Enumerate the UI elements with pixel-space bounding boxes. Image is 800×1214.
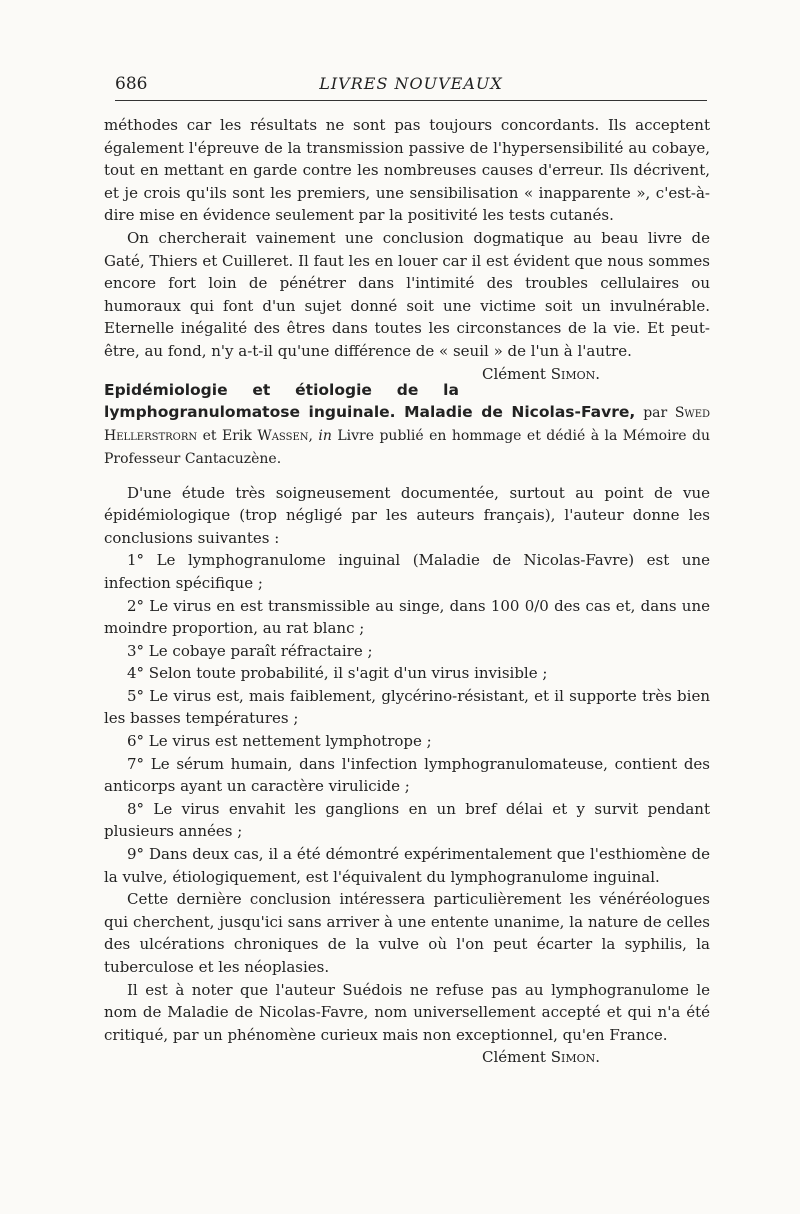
author1-last: Hellerstrorn	[104, 427, 198, 444]
review1-paragraph2	[104, 227, 710, 383]
review2-paragraph-b	[104, 979, 710, 1067]
byline-et: et	[202, 427, 217, 444]
review2-heading	[104, 379, 710, 470]
conclusion-item: 8° Le virus envahit les ganglions en un bref délai et y survit pendant plusieurs années ;	[104, 799, 710, 841]
author2-last: Wassen,	[257, 427, 313, 444]
byline-par: par	[643, 404, 668, 421]
author2-first: Erik	[221, 427, 252, 444]
conclusion-item: 3° Le cobaye paraît réfractaire ;	[127, 641, 373, 660]
conclusion-item: 5° Le virus est, mais faiblement, glycérino-résistant, et il supporte très bien les basses températures ;	[104, 686, 710, 728]
conclusion-item: 1° Le lymphogranulome inguinal (Maladie de Nicolas-Favre) est une infection spécifique ;	[104, 551, 710, 592]
author1-first: Swed	[674, 404, 711, 421]
page-number: 686	[115, 74, 148, 94]
review1-paragraph1: méthodes car les résultats ne sont pas toujours concordants. Ils acceptent également l'épreuve de la transmission passive de l'hypersensibilité au cobaye, tout en mettant en garde contre les nombreuses causes d'erreur. Ils décrivent, et je crois qu'ils sont les premiers, une sensibilisation « inapparente », c'est-à-dire mise en évidence seulement par la positivité les tests cutanés.	[104, 116, 710, 225]
signature-first: Clément	[481, 1048, 546, 1067]
review2-paragraph-b-text: Il est à noter que l'auteur Suédois ne refuse pas au lymphogranulome le nom de Maladie de Nicolas-Favre, nom universellement accepté et qui n'a été critiqué, par un phénomène curieux mais non exceptionnel, qu'en France.	[104, 980, 710, 1044]
review2-intro: D'une étude très soigneusement documentée, surtout au point de vue épidémiologique (trop négligé par les auteurs français), l'auteur donne les conclusions suivantes :	[104, 483, 710, 547]
conclusion-item: 6° Le virus est nettement lymphotrope ;	[127, 732, 432, 751]
publication-note: Livre publié en hommage et dédié à la Mémoire du Professeur Cantacuzène.	[104, 427, 710, 467]
review1-signature	[459, 363, 600, 386]
page-body	[104, 114, 710, 1069]
conclusion-item: 4° Selon toute probabilité, il s'agit d'un virus invisible ;	[127, 664, 548, 683]
signature-last: Simon.	[550, 1048, 600, 1067]
review2-signature	[459, 1046, 600, 1069]
conclusion-item: 7° Le sérum humain, dans l'infection lymphogranulomateuse, contient des anticorps ayant un caractère virulicide ;	[104, 754, 710, 796]
byline-in: in	[318, 427, 332, 444]
conclusion-item: 2° Le virus en est transmissible au singe, dans 100 0/0 des cas et, dans une moindre proportion, au rat blanc ;	[104, 596, 710, 638]
review1-paragraph2-text: On chercherait vainement une conclusion dogmatique au beau livre de Gaté, Thiers et Cuilleret. Il faut les en louer car il est évident que nous sommes encore fort loin de pénétrer dans l'intimité des troubles cellulaires ou humoraux qui font d'un sujet donné soit une victime soit un invulnérable. Eternelle inégalité des êtres dans toutes les circonstances de la vie. Et peut-être, au fond, n'y a-t-il qu'une différence de « seuil » de l'un à l'autre.	[104, 228, 710, 360]
review2-title: Epidémiologie et étiologie de la lymphogranulomatose inguinale. Maladie de Nicolas-Favre,	[104, 380, 636, 421]
running-header	[115, 72, 707, 96]
header-rule	[115, 100, 707, 101]
signature-first: Clément	[481, 364, 546, 383]
review2-paragraph-a: Cette dernière conclusion intéressera particulièrement les vénéréologues qui cherchent, jusqu'ici sans arriver à une entente unanime, la nature de celles des ulcérations chroniques de la vulve où l'on peut écarter la syphilis, la tuberculose et les néoplasies.	[104, 890, 710, 976]
conclusion-item: 9° Dans deux cas, il a été démontré expérimentalement que l'esthiomène de la vulve, étiologiquement, est l'équivalent du lymphogranulome inguinal.	[104, 845, 710, 886]
running-title: LIVRES NOUVEAUX	[319, 74, 503, 93]
signature-last: Simon.	[550, 364, 600, 383]
